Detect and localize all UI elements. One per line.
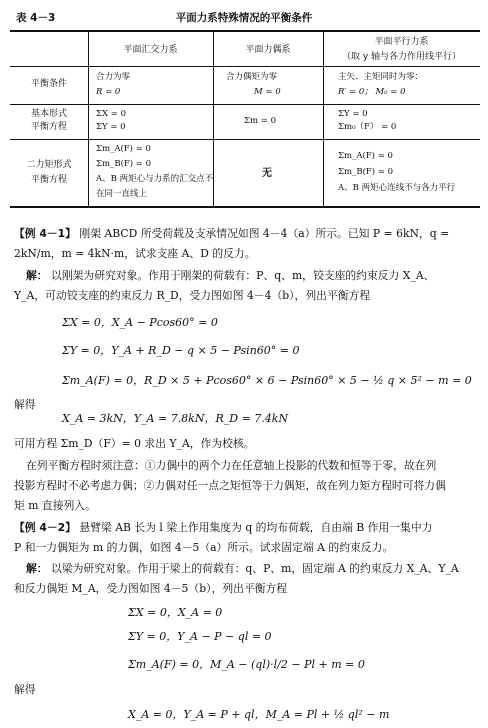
cell-condition-couple-2: M = 0	[254, 87, 281, 97]
cell-condition-concurrent-1: 合力为零	[96, 72, 131, 82]
example1-check: 可用方程 Σm_D（F）= 0 求出 Y_A，作为校核。	[14, 437, 255, 450]
cell-twomoment-concurrent-3: A、B 两矩心与力系的汇交点不	[96, 174, 214, 184]
cell-basic-parallel-2: Σm₀（F） = 0	[338, 122, 397, 132]
example1-result: X_A = 3kN，Y_A = 7.8kN，R_D = 7.4kN	[62, 412, 289, 425]
cell-twomoment-couple: 无	[262, 168, 272, 179]
example2-sol-head: 解：	[26, 562, 48, 575]
example2-sol2: 和反力偶矩 M_A，受力图如图 4－5（b），列出平衡方程	[14, 582, 288, 595]
table-col-divider-2	[213, 30, 214, 206]
example1-eq3: Σm_A(F) = 0，R_D × 5 + Pcos60° × 6 − Psin60° × 5 − ½ q × 5² − m = 0	[62, 374, 472, 387]
cell-basic-concurrent-1: ΣX = 0	[96, 109, 126, 119]
cell-twomoment-parallel-3: A、B 两矩心连线不与各力平行	[338, 183, 456, 193]
example1-statement	[14, 224, 476, 244]
row-label-twomoment-1: 二力矩形式	[26, 160, 72, 170]
example1-note1: 在列平衡方程时须注意：①力偶中的两个力在任意轴上投影的代数和恒等于零，故在列	[26, 459, 437, 472]
row-label-twomoment-2: 平衡方程	[30, 175, 67, 185]
cell-twomoment-parallel-2: Σm_B(F) = 0	[338, 167, 394, 177]
example1-eq1: ΣX = 0，X_A − Pcos60° = 0	[62, 316, 218, 329]
cell-condition-parallel-2: R′ = 0； M₀ = 0	[338, 87, 406, 97]
row-label-basic-2: 平衡方程	[30, 122, 67, 132]
header-concurrent: 平面汇交力系	[123, 45, 178, 55]
cell-twomoment-concurrent-1: Σm_A(F) = 0	[96, 144, 151, 154]
example2-solve-label: 解得	[14, 683, 36, 696]
row-label-basic-1: 基本形式	[30, 109, 67, 119]
example1-solution	[26, 266, 476, 286]
example1-head: 【例 4－1】	[14, 227, 76, 240]
example2-sol1: 以梁为研究对象。作用于梁上的荷载有：q、P、m，固定端 A 的约束反力 X_A、Y_A	[51, 562, 459, 575]
example2-eq3: Σm_A(F) = 0，M_A − (ql)·l/2 − Pl + m = 0	[128, 658, 365, 671]
example2-result: X_A = 0，Y_A = P + ql，M_A = Pl + ½ ql² − m	[128, 708, 390, 721]
example1-solve-label: 解得	[14, 398, 36, 411]
cell-twomoment-concurrent-2: Σm_B(F) = 0	[96, 159, 152, 169]
example1-sol1: 以刚架为研究对象。作用于刚架的荷载有：P、q、m，铰支座的约束反力 X_A、	[51, 269, 435, 282]
example1-text2: 2kN/m，m = 4kN·m，试求支座 A、D 的反力。	[14, 247, 256, 260]
example2-text1: 悬臂梁 AB 长为 l 梁上作用集度为 q 的均布荷载，自由端 B 作用一集中力	[79, 521, 433, 534]
example2-statement	[14, 518, 476, 538]
table-bottom-rule	[10, 206, 480, 208]
example2-eq2: ΣY = 0，Y_A − P − ql = 0	[128, 630, 272, 643]
cell-basic-parallel-1: ΣY = 0	[338, 109, 368, 119]
cell-condition-parallel-1: 主矢、主矩同时为零：	[338, 72, 424, 82]
example1-eq2: ΣY = 0，Y_A + R_D − q × 5 − Psin60° = 0	[62, 344, 300, 357]
header-parallel-note: （取 y 轴与各力作用线平行）	[341, 52, 462, 62]
row-label-condition: 平衡条件	[30, 79, 67, 89]
table-row-rule-2	[10, 139, 480, 140]
cell-condition-concurrent-2: R = 0	[96, 87, 121, 97]
example1-note3: 矩 m 直接列入。	[14, 499, 96, 512]
table-col-divider-1	[88, 30, 89, 206]
example2-head: 【例 4－2】	[14, 521, 76, 534]
cell-twomoment-concurrent-4: 在同一直线上	[96, 189, 148, 199]
example2-eq1: ΣX = 0，X_A = 0	[128, 606, 223, 619]
table-header-rule	[10, 66, 480, 67]
example1-sol-head: 解：	[26, 269, 48, 282]
header-couple: 平面力偶系	[245, 45, 291, 55]
table-row-rule-1	[10, 104, 480, 105]
cell-basic-concurrent-2: ΣY = 0	[96, 122, 126, 132]
example2-solution	[26, 559, 476, 579]
table-number: 表 4－3	[16, 12, 56, 24]
example1-text1: 刚架 ABCD 所受荷载及支承情况如图 4－4（a）所示。已知 P = 6kN，q =	[79, 227, 450, 240]
cell-basic-couple: Σm = 0	[244, 116, 277, 126]
example1-note2: 投影方程时不必考虑力偶；②力偶对任一点之矩恒等于力偶矩，故在列力矩方程时可将力偶	[14, 479, 446, 492]
table-title: 平面力系特殊情况的平衡条件	[175, 12, 313, 24]
table-top-rule	[10, 30, 480, 32]
cell-twomoment-parallel-1: Σm_A(F) = 0	[338, 151, 393, 161]
header-parallel: 平面平行力系	[374, 37, 429, 47]
cell-condition-couple-1: 合力偶矩为零	[226, 72, 278, 82]
example1-sol2: Y_A，可动铰支座的约束反力 R_D，受力图如图 4－4（b），列出平衡方程	[14, 289, 371, 302]
example2-text2: P 和一力偶矩为 m 的力偶，如图 4－5（a）所示。试求固定端 A 的约束反力。	[14, 541, 394, 554]
